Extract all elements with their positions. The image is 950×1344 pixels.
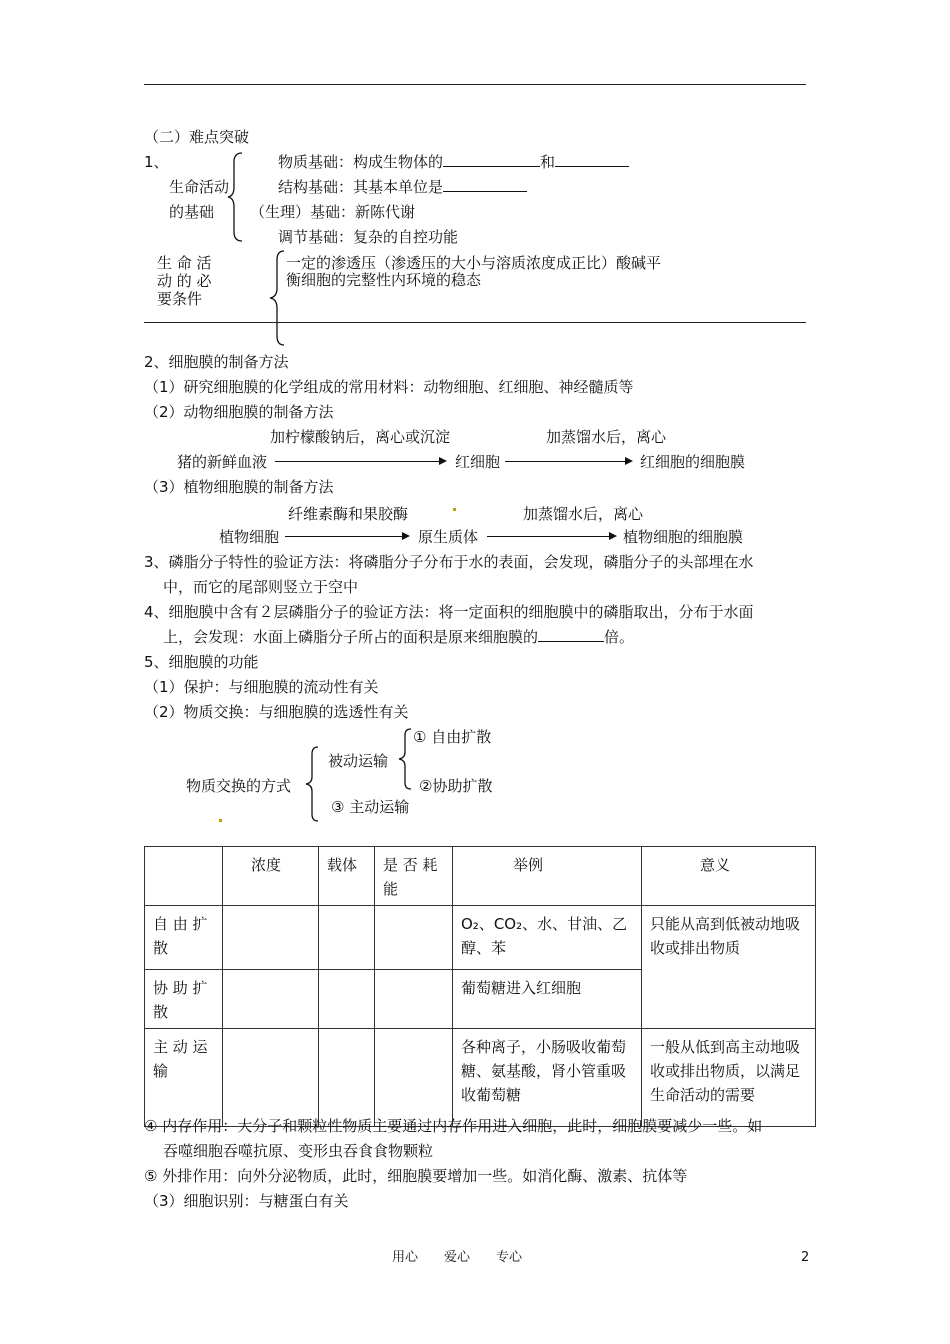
conditions-text-line2: 衡细胞的完整性内环境的稳态 — [286, 271, 482, 289]
conditions-label-line1: 生 命 活 — [157, 254, 212, 272]
endocytosis-line2: 吞噬细胞吞噬抗原、变形虫吞食食物颗粒 — [163, 1142, 434, 1160]
transport-comparison-table — [144, 846, 816, 1127]
table-cell — [223, 970, 319, 1029]
table-cell — [319, 1029, 375, 1127]
conditions-label-line2: 动 的 必 — [157, 272, 212, 290]
header-cell — [145, 847, 223, 906]
table-cell — [319, 970, 375, 1029]
exchange-mode-label: 物质交换的方式 — [186, 777, 292, 795]
table-row — [145, 906, 816, 970]
section-heading: （二）难点突破 — [144, 128, 250, 146]
plant-step2-label: 加蒸馏水后，离心 — [523, 505, 644, 523]
item3-line2: 中，而它的尾部则竖立于空中 — [163, 578, 359, 596]
animal-step1-label: 加柠檬酸钠后，离心或沉淀 — [270, 428, 451, 446]
header-cell: 浓度 — [223, 847, 319, 906]
item5-p2: （2）物质交换：与细胞膜的选透性有关 — [144, 703, 409, 721]
speck-mark — [453, 508, 456, 511]
animal-step2-label: 加蒸馏水后，离心 — [546, 428, 667, 446]
cell-recognition-line: （3）细胞识别：与糖蛋白有关 — [144, 1192, 349, 1210]
arrow-icon — [275, 461, 445, 462]
row-example: 各种离子，小肠吸收葡萄糖、氨基酸，肾小管重吸收葡萄糖 — [453, 1029, 642, 1127]
header-cell: 意义 — [642, 847, 816, 906]
table-cell — [223, 906, 319, 970]
facilitated-diffusion: ②协助扩散 — [419, 777, 493, 795]
basis-material: 物质基础：构成生物体的 和 — [278, 152, 629, 172]
box-bottom-rule — [144, 322, 806, 323]
item5-title: 5、细胞膜的功能 — [144, 653, 259, 671]
passive-brace-icon — [398, 728, 414, 790]
animal-from: 猪的新鲜血液 — [177, 453, 268, 471]
animal-to: 红细胞的细胞膜 — [640, 453, 746, 471]
header-cell: 举例 — [453, 847, 642, 906]
table-cell — [375, 970, 453, 1029]
row-name: 主 动 运输 — [145, 1029, 223, 1127]
table-row — [145, 1029, 816, 1127]
conditions-label-line3: 要条件 — [157, 290, 203, 308]
page-number: 2 — [801, 1250, 810, 1265]
item3-line1: 3、磷脂分子特性的验证方法：将磷脂分子分布于水的表面，会发现，磷脂分子的头部埋在水 — [144, 553, 754, 571]
table-cell — [375, 906, 453, 970]
arrow-icon — [285, 536, 408, 537]
item1-label-line2: 的基础 — [169, 203, 215, 221]
item2-p3: （3）植物细胞膜的制备方法 — [144, 478, 334, 496]
basis-brace-icon — [228, 152, 248, 242]
basis-physiology: （生理）基础：新陈代谢 — [250, 203, 416, 221]
header-rule — [144, 84, 806, 85]
plant-mid: 原生质体 — [418, 528, 479, 546]
item1-label-line1: 生命活动 — [169, 178, 230, 196]
header-cell: 是 否 耗能 — [375, 847, 453, 906]
speck-mark — [219, 819, 222, 822]
blank-3 — [443, 177, 527, 192]
item2-p1: （1）研究细胞膜的化学组成的常用材料：动物细胞、红细胞、神经髓质等 — [144, 378, 634, 396]
blank-2 — [555, 152, 629, 167]
table-cell — [223, 1029, 319, 1127]
table-cell — [319, 906, 375, 970]
item2-title: 2、细胞膜的制备方法 — [144, 353, 289, 371]
item4-line2: 上，会发现：水面上磷脂分子所占的面积是原来细胞膜的 倍。 — [163, 628, 635, 646]
passive-transport: 被动运输 — [328, 752, 389, 770]
basis-regulation: 调节基础：复杂的自控功能 — [278, 228, 459, 246]
plant-step1-label: 纤维素酶和果胶酶 — [288, 505, 409, 523]
item2-p2: （2）动物细胞膜的制备方法 — [144, 403, 334, 421]
conditions-text-line1: 一定的渗透压（渗透压的大小与溶质浓度成正比）酸碱平 — [286, 254, 662, 272]
plant-from: 植物细胞 — [219, 528, 280, 546]
header-cell: 载体 — [319, 847, 375, 906]
free-diffusion: ① 自由扩散 — [413, 728, 492, 746]
item4-line1: 4、细胞膜中含有２层磷脂分子的验证方法：将一定面积的细胞膜中的磷脂取出，分布于水面 — [144, 603, 754, 621]
row-example: 葡萄糖进入红细胞 — [453, 970, 642, 1029]
row-name: 协 助 扩散 — [145, 970, 223, 1029]
row-example: O₂、CO₂、水、甘油、乙醇、苯 — [453, 906, 642, 970]
endocytosis-line1: ④ 内存作用：大分子和颗粒性物质主要通过内存作用进入细胞，此时，细胞膜要减少一些。如 — [144, 1117, 763, 1135]
item5-p1: （1）保护：与细胞膜的流动性有关 — [144, 678, 379, 696]
table-header-row — [145, 847, 816, 906]
animal-mid: 红细胞 — [455, 453, 501, 471]
plant-to: 植物细胞的细胞膜 — [623, 528, 744, 546]
item1-number: 1、 — [144, 153, 169, 171]
arrow-icon — [505, 461, 631, 462]
footer-motto: 用心 爱心 专心 — [392, 1250, 523, 1265]
arrow-icon — [487, 536, 615, 537]
active-transport: ③ 主动运输 — [331, 798, 410, 816]
row-name: 自 由 扩散 — [145, 906, 223, 970]
table-cell — [375, 1029, 453, 1127]
exchange-brace-icon — [305, 746, 321, 822]
blank-1 — [443, 152, 540, 167]
blank-4 — [538, 627, 604, 642]
row-meaning: 只能从高到低被动地吸收或排出物质 — [642, 906, 816, 1029]
row-meaning: 一般从低到高主动地吸收或排出物质，以满足生命活动的需要 — [642, 1029, 816, 1127]
basis-structure: 结构基础：其基本单位是 — [278, 177, 527, 197]
exocytosis-line: ⑤ 外排作用：向外分泌物质，此时，细胞膜要增加一些。如消化酶、激素、抗体等 — [144, 1167, 688, 1185]
